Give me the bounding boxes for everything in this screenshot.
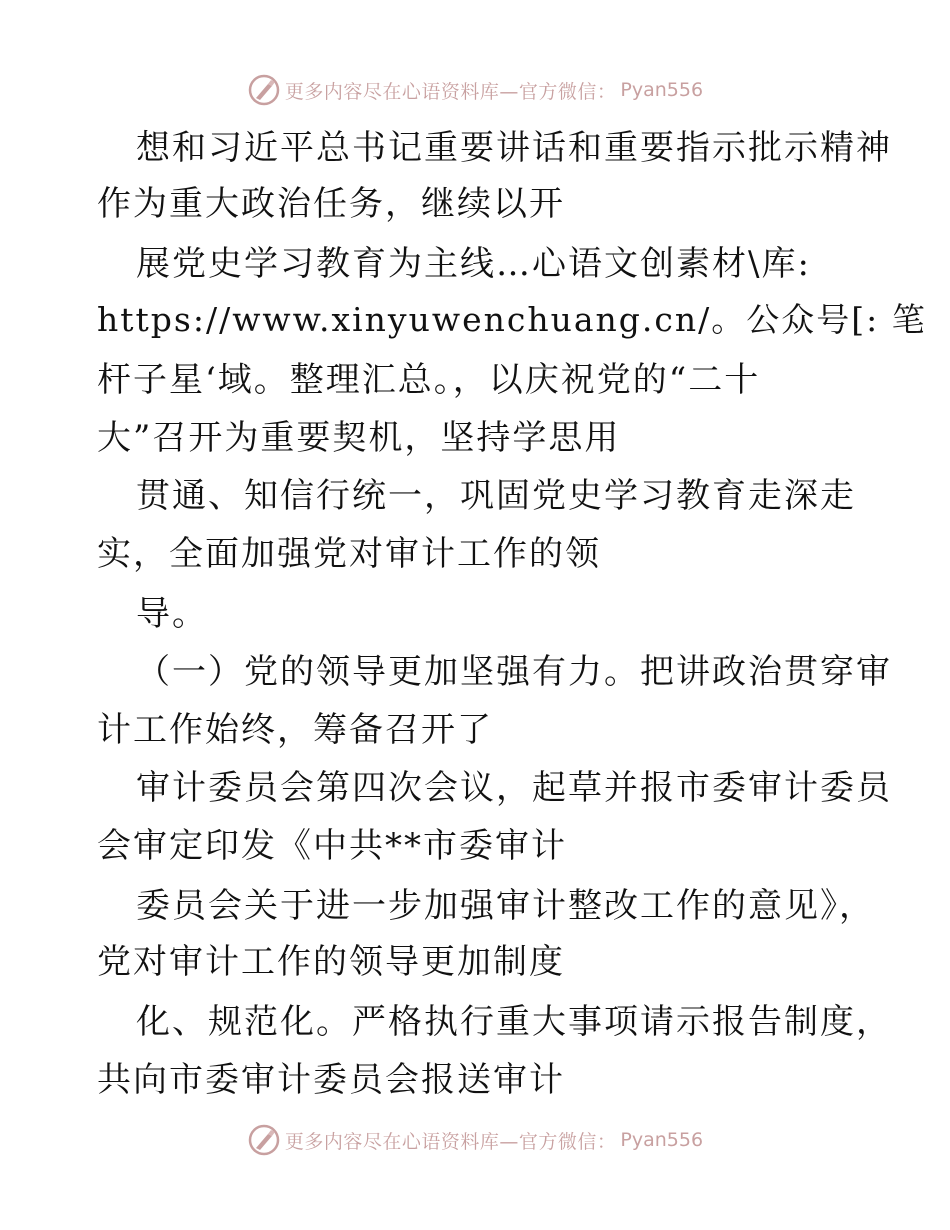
- text-line: 想和习近平总书记重要讲话和重要指示批示精神: [136, 128, 892, 168]
- text-line: 共向市委审计委员会报送审计: [97, 1060, 565, 1100]
- text-line: 计工作始终，筹备召开了: [97, 710, 493, 750]
- text-line: 贯通、知信行统一，巩固党史学习教育走深走: [136, 476, 856, 516]
- text-line: 化、规范化。严格执行重大事项请示报告制度，: [136, 1002, 892, 1042]
- text-line: https://www.xinyuwenchuang.cn/。公众号[: 笔: [97, 300, 927, 339]
- watermark-wechat-id: Pyan556: [620, 79, 704, 101]
- watermark-wechat-id: Pyan556: [620, 1129, 704, 1151]
- pen-logo-icon: [247, 1123, 281, 1157]
- text-line: 党对审计工作的领导更加制度: [97, 942, 565, 982]
- text-line: 导。: [136, 594, 208, 634]
- watermark-text: 更多内容尽在心语资料库—官方微信：: [284, 1130, 617, 1153]
- text-line: 实，全面加强党对审计工作的领: [97, 534, 601, 574]
- text-line: 展党史学习教育为主线…心语文创素材\库:: [136, 244, 811, 284]
- watermark-footer: [0, 1120, 950, 1160]
- section-heading: （一）党的领导更加坚强有力。把讲政治贯穿审: [136, 652, 892, 692]
- text-line: 委员会关于进一步加强审计整改工作的意见》，: [136, 886, 875, 926]
- text-line: 作为重大政治任务，继续以开: [97, 184, 565, 224]
- text-line: 审计委员会第四次会议，起草并报市委审计委员: [136, 768, 892, 808]
- text-line: 杆子星‘域。整理汇总。，以庆祝党的“二十: [97, 360, 761, 400]
- watermark-text: 更多内容尽在心语资料库—官方微信：: [284, 80, 617, 103]
- text-line: 大”召开为重要契机，坚持学思用: [97, 418, 621, 458]
- text-line: 会审定印发《中共**市委审计: [97, 826, 567, 866]
